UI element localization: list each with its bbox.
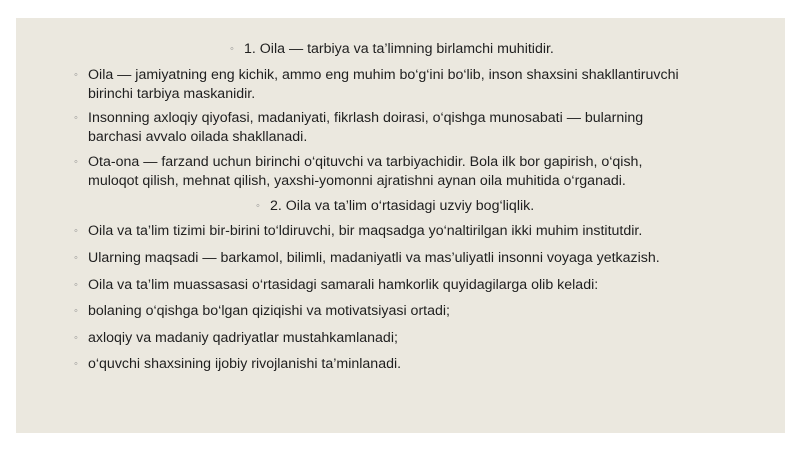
bullet-icon: ◦: [74, 305, 78, 317]
bullet-icon: ◦: [74, 156, 78, 168]
list-item-9: o‘quvchi shaxsining ijobiy rivojlanishi ta’minlanadi.: [88, 356, 402, 372]
slide: [16, 18, 785, 433]
bullet-icon: ◦: [74, 279, 78, 291]
list-item-6: Oila va ta’lim muassasasi o‘rtasidagi samarali hamkorlik quyidagilarga olib keladi:: [88, 277, 599, 293]
bullet-icon: ◦: [230, 43, 234, 55]
list-item-3-line-2: muloqot qilish, mehnat qilish, yaxshi-yomonni ajratishni aynan oila muhitida o‘rganadi.: [88, 173, 626, 189]
bullet-icon: ◦: [74, 112, 78, 124]
bullet-icon: ◦: [74, 225, 78, 237]
section-heading-1: 1. Oila — tarbiya va ta’limning birlamchi muhitidir.: [244, 41, 554, 57]
bullet-icon: ◦: [256, 200, 260, 212]
list-item-3-line-1: Ota-ona — farzand uchun birinchi o‘qituvchi va tarbiyachidir. Bola ilk bor gapirish, o‘qish,: [88, 154, 643, 170]
list-item-7: bolaning o‘qishga bo‘lgan qiziqishi va motivatsiyasi ortadi;: [88, 303, 450, 319]
bullet-icon: ◦: [74, 332, 78, 344]
list-item-8: axloqiy va madaniy qadriyatlar mustahkamlanadi;: [88, 330, 398, 346]
list-item-1-line-2: birinchi tarbiya maskanidir.: [88, 86, 256, 102]
list-item-5: Ularning maqsadi — barkamol, bilimli, madaniyatli va mas’uliyatli insonni voyaga yetkazish.: [88, 250, 660, 266]
bullet-icon: ◦: [74, 252, 78, 264]
list-item-1-line-1: Oila — jamiyatning eng kichik, ammo eng muhim bo‘g‘ini bo‘lib, inson shaxsini shakllantiruvchi: [88, 67, 679, 83]
bullet-icon: ◦: [74, 69, 78, 81]
list-item-2-line-2: barchasi avvalo oilada shakllanadi.: [88, 129, 308, 145]
list-item-2-line-1: Insonning axloqiy qiyofasi, madaniyati, fikrlash doirasi, o‘qishga munosabati — bularning: [88, 110, 644, 126]
section-heading-2: 2. Oila va ta’lim o‘rtasidagi uzviy bog‘liqlik.: [270, 198, 535, 214]
bullet-icon: ◦: [74, 358, 78, 370]
list-item-4: Oila va ta’lim tizimi bir-birini to‘ldiruvchi, bir maqsadga yo‘naltirilgan ikki muhim institutdir.: [88, 223, 643, 239]
